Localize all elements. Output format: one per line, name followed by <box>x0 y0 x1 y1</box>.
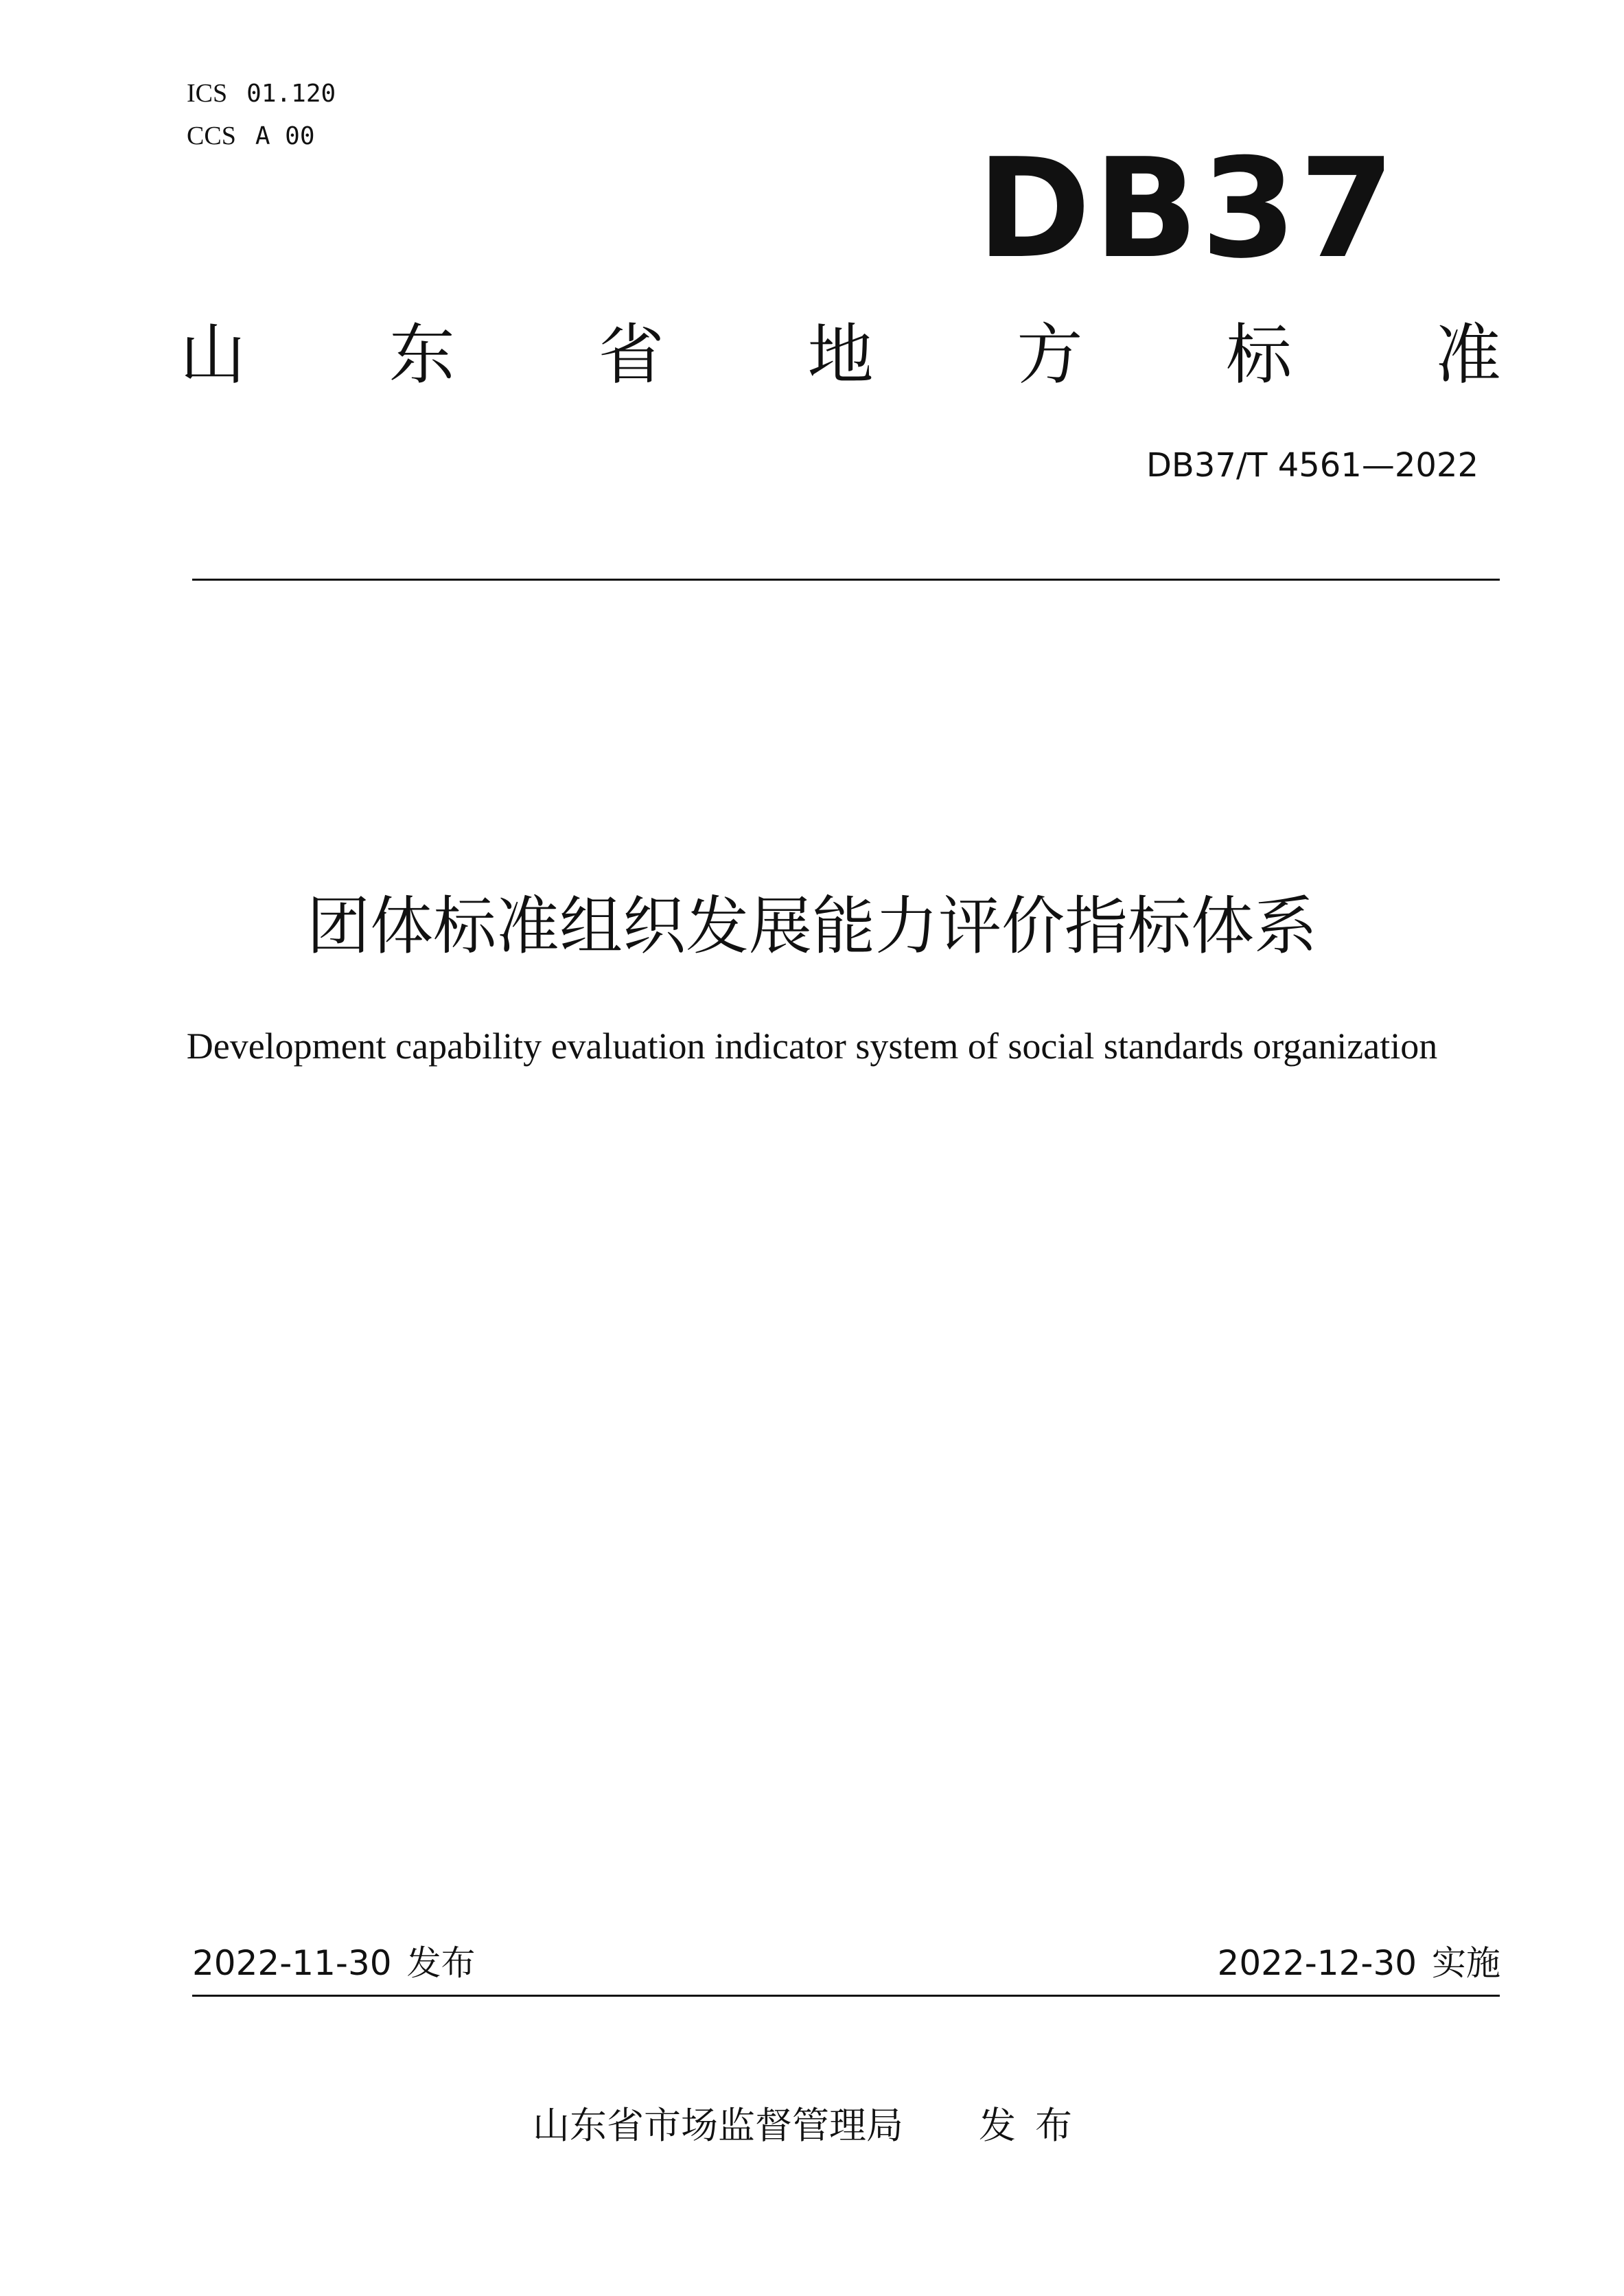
ics-code: 01.120 <box>246 80 336 108</box>
implementation-label: 实施 <box>1432 1943 1500 1983</box>
document-title-chinese: 团体标准组织发展能力评价指标体系 <box>306 890 1317 963</box>
issue-date-line <box>192 1943 475 1984</box>
ics-label: ICS <box>187 79 228 108</box>
ccs-code: A 00 <box>255 122 315 150</box>
ics-classification <box>187 77 336 111</box>
province-title-char: 标 <box>1226 316 1292 393</box>
province-title-char: 山 <box>180 316 246 393</box>
implementation-date-line <box>1218 1943 1500 1984</box>
province-title-char: 地 <box>807 316 874 393</box>
bottom-divider <box>192 1995 1500 1997</box>
publisher-name: 山东省市场监督管理局 <box>533 2104 903 2147</box>
issue-label: 发布 <box>406 1943 476 1983</box>
implementation-date: 2022-12-30 <box>1217 1943 1417 1983</box>
province-title-char: 省 <box>598 316 664 393</box>
ccs-classification <box>187 119 315 153</box>
ccs-label: CCS <box>187 121 236 150</box>
publisher-line <box>0 2104 1624 2148</box>
top-divider <box>192 579 1500 581</box>
issue-date: 2022-11-30 <box>192 1943 392 1983</box>
province-title-char: 方 <box>1017 316 1083 393</box>
province-standard-title <box>180 317 1501 393</box>
province-title-char: 准 <box>1435 316 1501 393</box>
document-title-english: Development capability evaluation indicator system of social standards organization <box>186 1025 1438 1067</box>
publisher-label: 发布 <box>979 2104 1091 2147</box>
standard-number: DB37/T 4561—2022 <box>1146 446 1478 485</box>
db37-logo: DB37 <box>977 129 1397 289</box>
province-title-char: 东 <box>388 316 455 393</box>
